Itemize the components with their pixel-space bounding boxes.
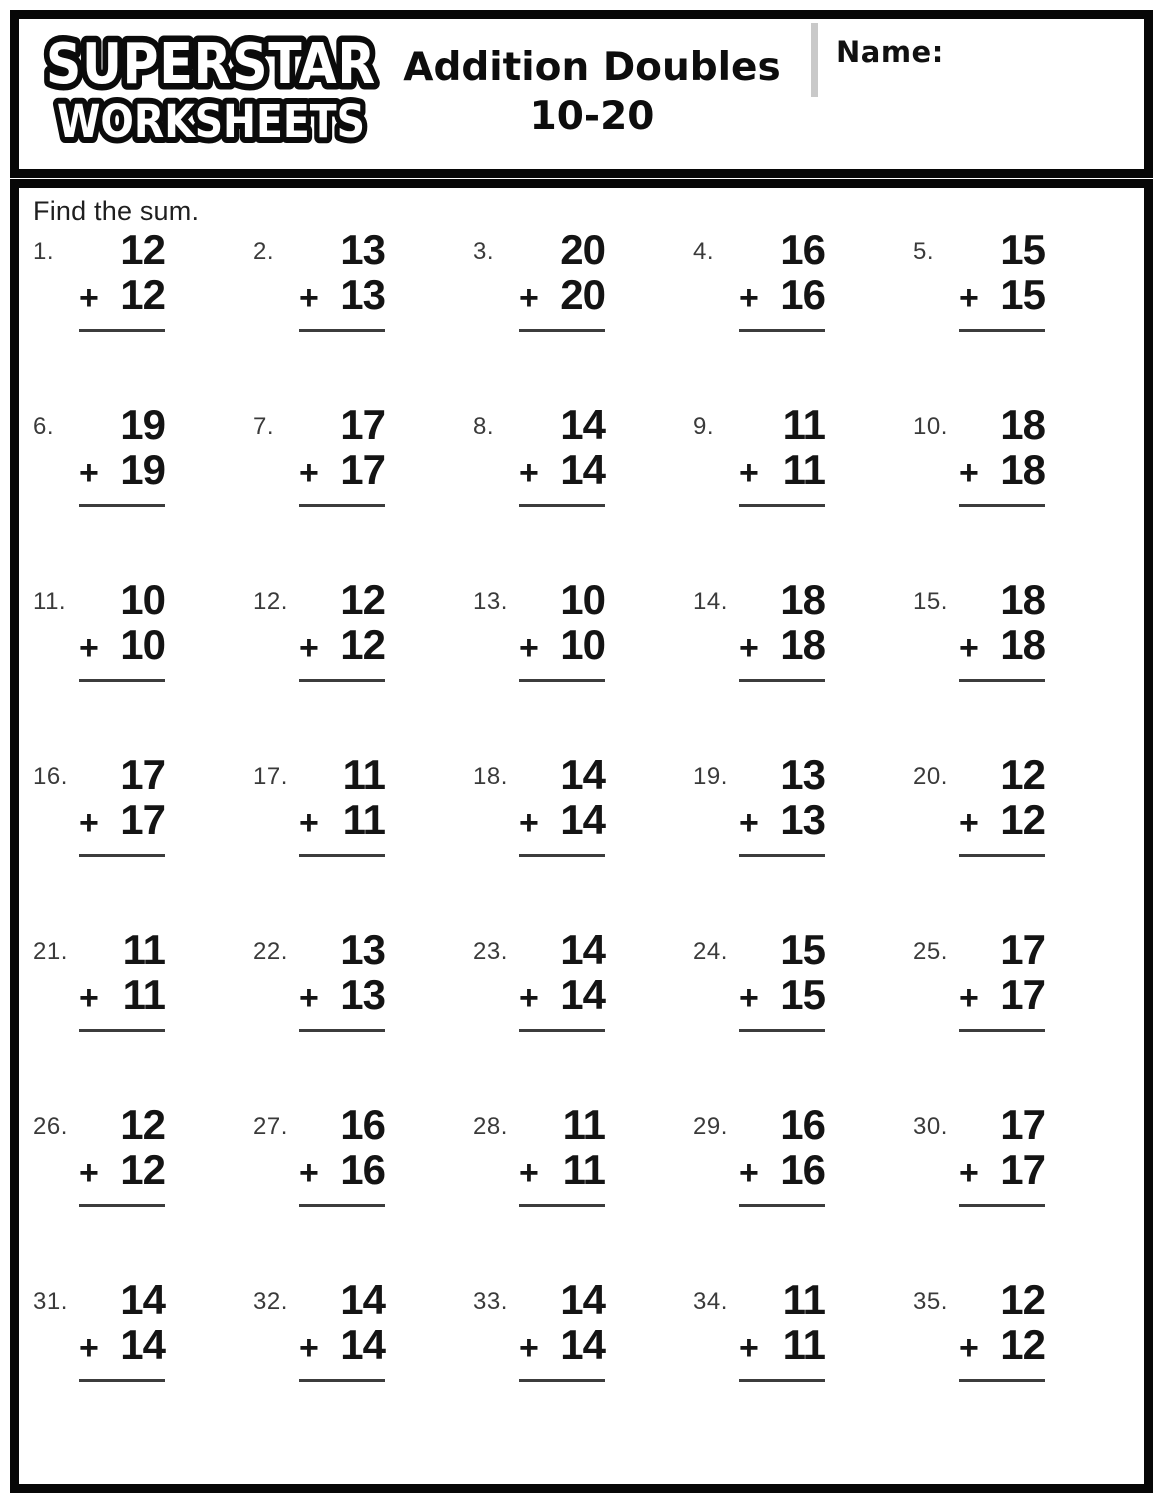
problem-27 <box>253 1103 473 1278</box>
answer-blank[interactable] <box>519 1204 605 1207</box>
top-addend: 16 <box>780 1101 825 1148</box>
plus-operator: + <box>959 454 978 492</box>
problem-23 <box>473 928 693 1103</box>
problem-20 <box>913 753 1133 928</box>
problem-number: 8. <box>473 413 495 440</box>
bottom-addend: 17 <box>1000 1146 1045 1193</box>
bottom-addend: 11 <box>342 796 385 843</box>
top-addend: 12 <box>340 576 385 623</box>
problems-grid <box>33 228 1133 1453</box>
plus-operator: + <box>739 454 758 492</box>
top-addend: 12 <box>120 226 165 273</box>
addition-block <box>959 753 1045 857</box>
answer-blank[interactable] <box>79 1029 165 1032</box>
answer-blank[interactable] <box>519 1379 605 1382</box>
logo-graphic <box>31 21 391 167</box>
addition-block <box>739 753 825 857</box>
plus-operator: + <box>299 454 318 492</box>
problem-number: 26. <box>33 1113 68 1140</box>
top-addend: 13 <box>340 926 385 973</box>
answer-blank[interactable] <box>79 329 165 332</box>
bottom-addend: 12 <box>340 621 385 668</box>
problem-number: 7. <box>253 413 275 440</box>
answer-blank[interactable] <box>519 1029 605 1032</box>
plus-operator: + <box>519 1329 538 1367</box>
plus-operator: + <box>79 629 98 667</box>
addition-block <box>299 228 385 332</box>
answer-blank[interactable] <box>959 854 1045 857</box>
answer-blank[interactable] <box>959 329 1045 332</box>
addition-block <box>739 578 825 682</box>
problem-6 <box>33 403 253 578</box>
addition-block <box>79 1103 165 1207</box>
addition-block <box>739 228 825 332</box>
answer-blank[interactable] <box>299 679 385 682</box>
answer-blank[interactable] <box>299 1029 385 1032</box>
problem-number: 4. <box>693 238 715 265</box>
plus-operator: + <box>739 1154 758 1192</box>
bottom-addend: 12 <box>1000 1321 1045 1368</box>
answer-blank[interactable] <box>299 854 385 857</box>
worksheet-title <box>377 43 807 141</box>
plus-operator: + <box>79 279 98 317</box>
problem-19 <box>693 753 913 928</box>
instruction-text: Find the sum. <box>33 196 200 226</box>
addition-block <box>79 1278 165 1382</box>
problem-15 <box>913 578 1133 753</box>
addition-block <box>79 403 165 507</box>
top-addend: 14 <box>340 1276 385 1323</box>
addition-block <box>79 928 165 1032</box>
top-addend: 18 <box>1000 401 1045 448</box>
problem-number: 25. <box>913 938 948 965</box>
plus-operator: + <box>959 1154 978 1192</box>
top-addend: 14 <box>560 926 605 973</box>
plus-operator: + <box>519 979 538 1017</box>
answer-blank[interactable] <box>959 1379 1045 1382</box>
addition-block <box>959 928 1045 1032</box>
answer-blank[interactable] <box>79 1204 165 1207</box>
addition-block <box>739 928 825 1032</box>
problem-number: 11. <box>33 588 67 615</box>
addition-block <box>299 1103 385 1207</box>
addition-block <box>79 228 165 332</box>
problem-4 <box>693 228 913 403</box>
answer-blank[interactable] <box>79 679 165 682</box>
addition-block <box>299 403 385 507</box>
top-addend: 17 <box>1000 926 1045 973</box>
bottom-addend: 15 <box>780 971 825 1018</box>
plus-operator: + <box>79 1154 98 1192</box>
bottom-addend: 18 <box>1000 621 1045 668</box>
answer-blank[interactable] <box>739 329 825 332</box>
bottom-addend: 17 <box>340 446 385 493</box>
top-addend: 13 <box>340 226 385 273</box>
problem-number: 10. <box>913 413 948 440</box>
bottom-addend: 11 <box>562 1146 605 1193</box>
bottom-addend: 12 <box>120 271 165 318</box>
problem-number: 5. <box>913 238 935 265</box>
problem-number: 19. <box>693 763 728 790</box>
problem-10 <box>913 403 1133 578</box>
problem-number: 30. <box>913 1113 948 1140</box>
top-addend: 11 <box>782 401 825 448</box>
problem-3 <box>473 228 693 403</box>
plus-operator: + <box>299 804 318 842</box>
problem-26 <box>33 1103 253 1278</box>
top-addend: 17 <box>340 401 385 448</box>
problem-number: 24. <box>693 938 728 965</box>
problem-30 <box>913 1103 1133 1278</box>
problem-11 <box>33 578 253 753</box>
plus-operator: + <box>519 454 538 492</box>
bottom-addend: 13 <box>780 796 825 843</box>
top-addend: 18 <box>780 576 825 623</box>
top-addend: 10 <box>120 576 165 623</box>
top-addend: 12 <box>1000 751 1045 798</box>
plus-operator: + <box>739 1329 758 1367</box>
plus-operator: + <box>79 454 98 492</box>
top-addend: 14 <box>560 1276 605 1323</box>
answer-blank[interactable] <box>739 854 825 857</box>
problem-2 <box>253 228 473 403</box>
bottom-addend: 12 <box>1000 796 1045 843</box>
bottom-addend: 17 <box>1000 971 1045 1018</box>
problem-number: 14. <box>693 588 728 615</box>
bottom-addend: 16 <box>340 1146 385 1193</box>
top-addend: 11 <box>342 751 385 798</box>
answer-blank[interactable] <box>739 679 825 682</box>
bottom-addend: 15 <box>1000 271 1045 318</box>
problem-9 <box>693 403 913 578</box>
addition-block <box>519 928 605 1032</box>
bottom-addend: 10 <box>120 621 165 668</box>
plus-operator: + <box>299 279 318 317</box>
top-addend: 14 <box>120 1276 165 1323</box>
problem-7 <box>253 403 473 578</box>
problem-8 <box>473 403 693 578</box>
bottom-addend: 20 <box>560 271 605 318</box>
addition-block <box>299 578 385 682</box>
problem-16 <box>33 753 253 928</box>
plus-operator: + <box>79 804 98 842</box>
plus-operator: + <box>739 279 758 317</box>
plus-operator: + <box>519 629 538 667</box>
addition-block <box>519 578 605 682</box>
top-addend: 15 <box>780 926 825 973</box>
plus-operator: + <box>519 1154 538 1192</box>
problem-number: 12. <box>253 588 288 615</box>
top-addend: 20 <box>560 226 605 273</box>
problem-number: 22. <box>253 938 288 965</box>
answer-blank[interactable] <box>79 854 165 857</box>
plus-operator: + <box>79 979 98 1017</box>
answer-blank[interactable] <box>519 679 605 682</box>
name-blank-area[interactable] <box>949 29 1139 73</box>
plus-operator: + <box>299 1154 318 1192</box>
problem-number: 3. <box>473 238 495 265</box>
plus-operator: + <box>519 279 538 317</box>
addition-block <box>959 578 1045 682</box>
addition-block <box>739 403 825 507</box>
plus-operator: + <box>739 629 758 667</box>
top-addend: 11 <box>782 1276 825 1323</box>
top-addend: 12 <box>120 1101 165 1148</box>
problem-number: 18. <box>473 763 508 790</box>
addition-block <box>739 1278 825 1382</box>
bottom-addend: 11 <box>782 1321 825 1368</box>
problem-number: 15. <box>913 588 948 615</box>
plus-operator: + <box>959 1329 978 1367</box>
problem-17 <box>253 753 473 928</box>
problem-number: 21. <box>33 938 68 965</box>
problem-number: 16. <box>33 763 68 790</box>
problem-18 <box>473 753 693 928</box>
bottom-addend: 14 <box>120 1321 165 1368</box>
addition-block <box>299 753 385 857</box>
answer-blank[interactable] <box>79 504 165 507</box>
plus-operator: + <box>959 629 978 667</box>
bottom-addend: 12 <box>120 1146 165 1193</box>
problem-number: 17. <box>253 763 288 790</box>
problem-5 <box>913 228 1133 403</box>
addition-block <box>959 1278 1045 1382</box>
problem-number: 23. <box>473 938 508 965</box>
problem-28 <box>473 1103 693 1278</box>
addition-block <box>79 753 165 857</box>
addition-block <box>519 753 605 857</box>
answer-blank[interactable] <box>739 1029 825 1032</box>
problem-34 <box>693 1278 913 1453</box>
problem-number: 31. <box>33 1288 68 1315</box>
addition-block <box>519 1103 605 1207</box>
plus-operator: + <box>299 979 318 1017</box>
bottom-addend: 10 <box>560 621 605 668</box>
top-addend: 16 <box>340 1101 385 1148</box>
answer-blank[interactable] <box>959 1204 1045 1207</box>
addition-block <box>519 1278 605 1382</box>
bottom-addend: 14 <box>560 446 605 493</box>
title-line-1: Addition Doubles <box>403 45 781 90</box>
addition-block <box>739 1103 825 1207</box>
superstar-worksheets-logo <box>31 21 391 167</box>
problem-33 <box>473 1278 693 1453</box>
top-addend: 14 <box>560 401 605 448</box>
answer-blank[interactable] <box>519 854 605 857</box>
top-addend: 11 <box>122 926 165 973</box>
addition-block <box>519 403 605 507</box>
answer-blank[interactable] <box>299 1204 385 1207</box>
problem-number: 13. <box>473 588 508 615</box>
plus-operator: + <box>79 1329 98 1367</box>
top-addend: 16 <box>780 226 825 273</box>
bottom-addend: 14 <box>560 971 605 1018</box>
plus-operator: + <box>959 279 978 317</box>
answer-blank[interactable] <box>79 1379 165 1382</box>
answer-blank[interactable] <box>739 1379 825 1382</box>
answer-blank[interactable] <box>959 1029 1045 1032</box>
problem-number: 2. <box>253 238 275 265</box>
plus-operator: + <box>519 804 538 842</box>
bottom-addend: 14 <box>560 1321 605 1368</box>
problem-number: 28. <box>473 1113 508 1140</box>
plus-operator: + <box>299 1329 318 1367</box>
problem-1 <box>33 228 253 403</box>
bottom-addend: 18 <box>780 621 825 668</box>
problem-25 <box>913 928 1133 1103</box>
plus-operator: + <box>739 804 758 842</box>
problem-24 <box>693 928 913 1103</box>
top-addend: 19 <box>120 401 165 448</box>
problem-31 <box>33 1278 253 1453</box>
top-addend: 15 <box>1000 226 1045 273</box>
plus-operator: + <box>739 979 758 1017</box>
logo-line-2: WORKSHEETS <box>57 95 365 148</box>
bottom-addend: 19 <box>120 446 165 493</box>
plus-operator: + <box>959 804 978 842</box>
bottom-addend: 14 <box>340 1321 385 1368</box>
addition-block <box>299 928 385 1032</box>
top-addend: 14 <box>560 751 605 798</box>
top-addend: 13 <box>780 751 825 798</box>
bottom-addend: 18 <box>1000 446 1045 493</box>
top-addend: 18 <box>1000 576 1045 623</box>
bottom-addend: 11 <box>122 971 165 1018</box>
bottom-addend: 16 <box>780 271 825 318</box>
top-addend: 12 <box>1000 1276 1045 1323</box>
answer-blank[interactable] <box>739 1204 825 1207</box>
problem-number: 35. <box>913 1288 948 1315</box>
problem-14 <box>693 578 913 753</box>
answer-blank[interactable] <box>739 504 825 507</box>
addition-block <box>519 228 605 332</box>
plus-operator: + <box>959 979 978 1017</box>
addition-block <box>79 578 165 682</box>
top-addend: 17 <box>1000 1101 1045 1148</box>
problem-number: 34. <box>693 1288 728 1315</box>
problem-number: 6. <box>33 413 55 440</box>
problem-35 <box>913 1278 1133 1453</box>
answer-blank[interactable] <box>519 504 605 507</box>
problem-32 <box>253 1278 473 1453</box>
problem-number: 1. <box>33 238 55 265</box>
problem-number: 9. <box>693 413 715 440</box>
addition-block <box>959 228 1045 332</box>
problem-22 <box>253 928 473 1103</box>
problem-number: 29. <box>693 1113 728 1140</box>
logo-line-1: SUPERSTAR <box>46 32 376 97</box>
bottom-addend: 13 <box>340 971 385 1018</box>
addition-block <box>959 403 1045 507</box>
answer-blank[interactable] <box>299 329 385 332</box>
top-addend: 10 <box>560 576 605 623</box>
problem-12 <box>253 578 473 753</box>
bottom-addend: 16 <box>780 1146 825 1193</box>
answer-blank[interactable] <box>959 679 1045 682</box>
answer-blank[interactable] <box>519 329 605 332</box>
addition-block <box>959 1103 1045 1207</box>
answer-blank[interactable] <box>299 504 385 507</box>
answer-blank[interactable] <box>959 504 1045 507</box>
answer-blank[interactable] <box>299 1379 385 1382</box>
problem-number: 32. <box>253 1288 288 1315</box>
top-addend: 17 <box>120 751 165 798</box>
top-addend: 11 <box>562 1101 605 1148</box>
problem-13 <box>473 578 693 753</box>
name-label: Name: <box>836 35 944 69</box>
bottom-addend: 13 <box>340 271 385 318</box>
problem-29 <box>693 1103 913 1278</box>
plus-operator: + <box>299 629 318 667</box>
bottom-addend: 17 <box>120 796 165 843</box>
problem-number: 27. <box>253 1113 288 1140</box>
worksheet-header <box>10 10 1153 178</box>
problem-number: 33. <box>473 1288 508 1315</box>
name-divider-bar <box>811 23 818 97</box>
problem-number: 20. <box>913 763 948 790</box>
bottom-addend: 14 <box>560 796 605 843</box>
problem-21 <box>33 928 253 1103</box>
bottom-addend: 11 <box>782 446 825 493</box>
addition-block <box>299 1278 385 1382</box>
problems-panel <box>10 179 1153 1493</box>
title-line-2: 10-20 <box>529 94 655 139</box>
